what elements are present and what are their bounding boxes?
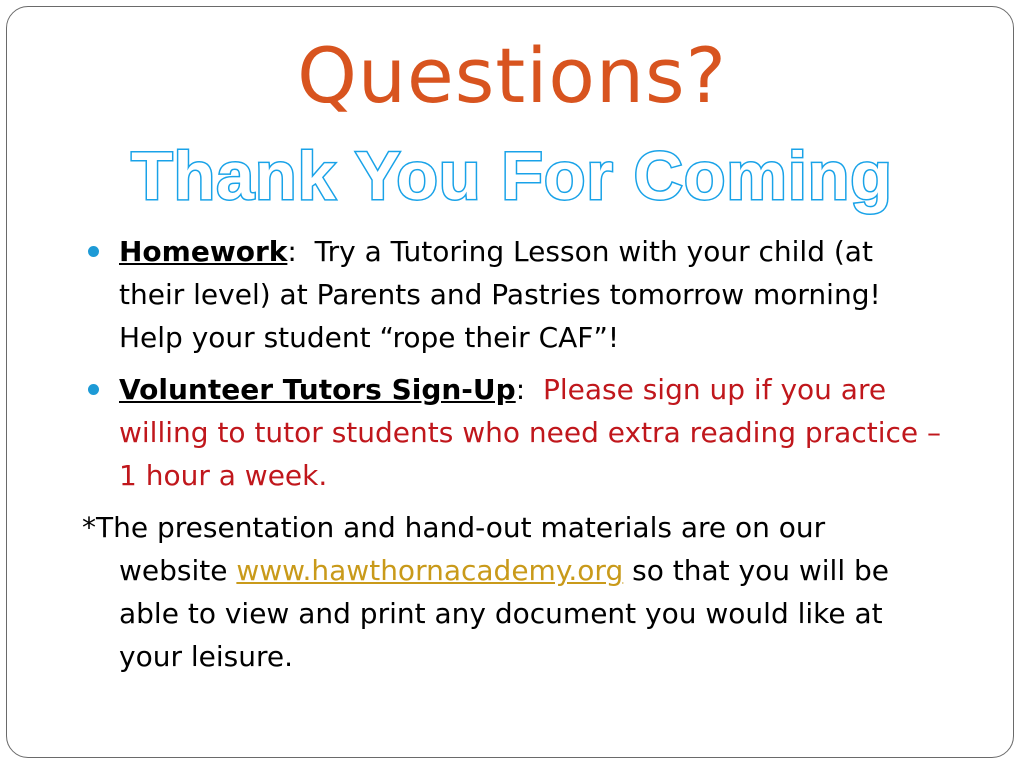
slide-subtitle: Thank You For Coming <box>131 138 893 214</box>
bullet-dot-icon <box>88 384 99 395</box>
bullet-term-volunteer: Volunteer Tutors Sign-Up <box>119 373 516 406</box>
bullet-dot-icon <box>88 246 99 257</box>
bullet-separator: : <box>515 373 543 406</box>
note-text-before: *The presentation and hand-out materials are on our website <box>82 511 826 587</box>
bullet-separator: : <box>287 235 315 268</box>
bullet-text-volunteer: Please sign up if you are willing to tutor students who need extra reading practice – 1 hour a week. <box>119 373 941 492</box>
website-link[interactable]: www.hawthornacademy.org <box>236 554 624 587</box>
bullet-volunteer-signup <box>82 368 942 497</box>
website-note <box>82 506 942 678</box>
bullet-term-homework: Homework <box>119 235 288 268</box>
slide-title: Questions? <box>297 31 727 120</box>
slide-content <box>82 230 942 678</box>
bullet-text-homework: Try a Tutoring Lesson with your child (at their level) at Parents and Pastries tomorrow morning! Help your student “rope their CAF”! <box>119 235 881 354</box>
note-text-after: so that you will be able to view and print any document you would like at your leisure. <box>119 554 890 673</box>
bullet-homework <box>82 230 942 359</box>
